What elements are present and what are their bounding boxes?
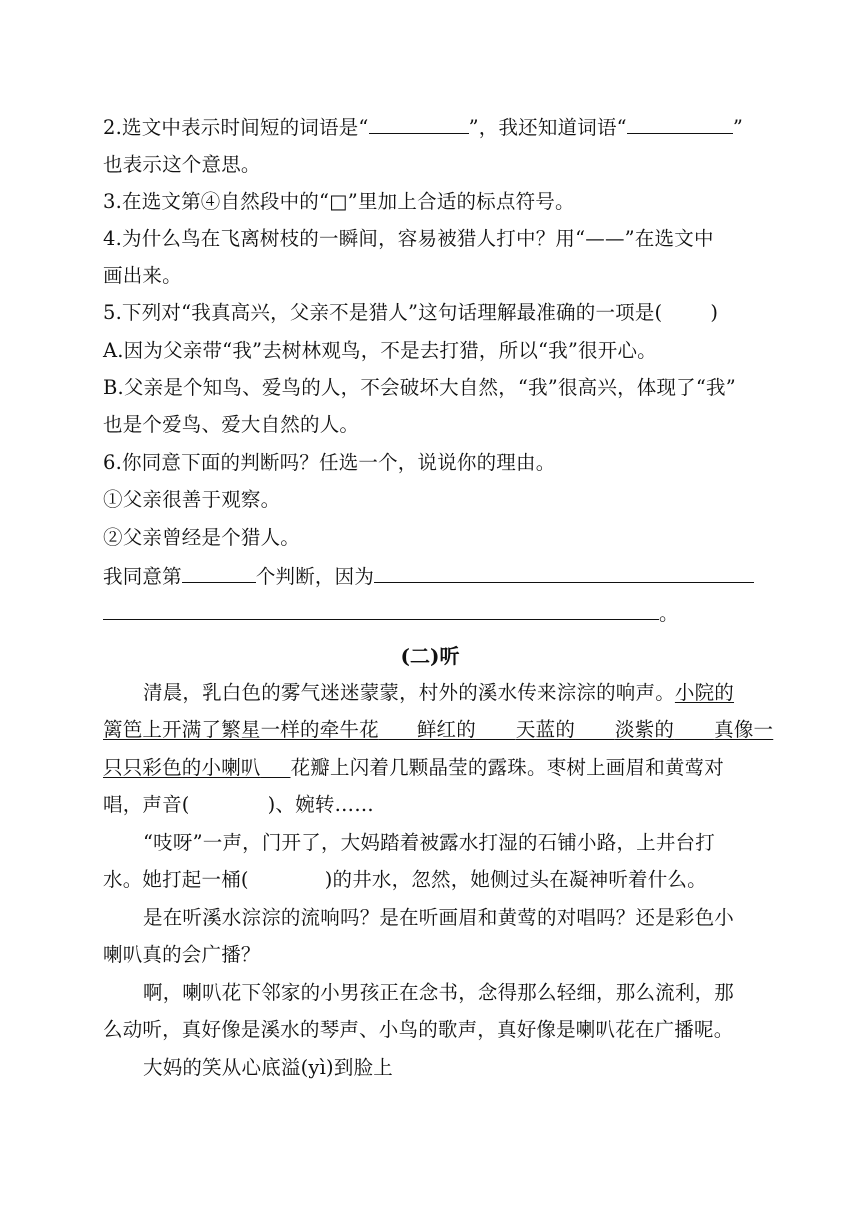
- passage-p2-line-2: [103, 868, 707, 892]
- question-6-answer-line: [103, 564, 754, 589]
- question-6-option-1: ①父亲很善于观察。: [103, 488, 281, 511]
- q5-text: 5.下列对“我真高兴，父亲不是猎人”这句话理解最准确的一项是(: [103, 301, 663, 324]
- q6-answer-text-a: 我同意第: [103, 565, 182, 588]
- question-5: [103, 301, 718, 325]
- p1-l2-punct-box-1[interactable]: [379, 718, 417, 742]
- question-4-line-2: 画出来。: [103, 264, 182, 287]
- p2-l2-text-a: 水。她打起一桶(: [103, 868, 249, 891]
- p1-l3-text: 花瓣上闪着几颗晶莹的露珠。枣树上画眉和黄莺对: [290, 756, 725, 779]
- passage-p4-line-1: 啊，喇叭花下邻家的小男孩正在念书，念得那么轻细，那么流利，那: [143, 981, 735, 1004]
- passage-p1-line-3: [103, 756, 724, 780]
- question-2-line-1: [103, 115, 743, 140]
- p1-l1-underlined: 小院的: [674, 681, 735, 704]
- question-6-answer-line-2: [103, 601, 679, 626]
- q6-reason-blank-1[interactable]: [374, 564, 754, 583]
- q6-reason-blank-2[interactable]: [103, 601, 659, 620]
- p1-l2-seg-3: 天蓝的: [515, 718, 576, 741]
- p1-l3-punct-box[interactable]: [261, 756, 291, 780]
- p1-l2-seg-4: 淡紫的: [615, 718, 675, 741]
- passage-p5-line-1: 大妈的笑从心底溢(yì)到脸上: [143, 1056, 393, 1079]
- p1-l2-seg-5: 真像一: [714, 718, 774, 741]
- p1-l4-text-a: 唱，声音(: [103, 793, 190, 816]
- p1-l2-punct-box-4[interactable]: [674, 718, 714, 742]
- q2-text-a: 2.选文中表示时间短的词语是“: [103, 116, 369, 139]
- q6-choice-blank[interactable]: [182, 564, 256, 583]
- p1-l2-seg-2: 鲜红的: [416, 718, 476, 741]
- question-4-line-1: 4.为什么鸟在飞离树枝的一瞬间，容易被猎人打中？用“——”在选文中: [103, 227, 714, 250]
- p1-l1-text: 清晨，乳白色的雾气迷迷蒙蒙，村外的溪水传来淙淙的响声。: [143, 681, 675, 704]
- question-5-option-b-line-1: B.父亲是个知鸟、爱鸟的人，不会破坏大自然，“我”很高兴，体现了“我”: [103, 376, 736, 399]
- passage-p2-line-1: “吱呀”一声，门开了，大妈踏着被露水打湿的石铺小路，上井台打: [143, 831, 715, 854]
- q2-text-b: ”，我还知道词语“: [468, 116, 627, 139]
- question-5-option-a: A.因为父亲带“我”去树林观鸟，不是去打猎，所以“我”很开心。: [103, 339, 657, 362]
- passage-p1-line-4: [103, 793, 374, 817]
- p1-l4-text-b: )、婉转……: [267, 793, 374, 816]
- question-2-line-2: 也表示这个意思。: [103, 153, 261, 176]
- q2-text-c: ”: [732, 116, 743, 139]
- passage-p3-line-2: 喇叭真的会广播？: [103, 943, 261, 966]
- p1-l3-underlined: 只只彩色的小喇叭: [103, 756, 261, 779]
- p1-l2-seg-1: 篱笆上开满了繁星一样的牵牛花: [103, 718, 379, 741]
- passage-p4-line-2: 么动听，真好像是溪水的琴声、小鸟的歌声，真好像是喇叭花在广播呢。: [103, 1018, 734, 1041]
- passage-p1-line-2: [103, 718, 773, 742]
- section-title: (二)听: [400, 644, 460, 668]
- question-3: 3.在选文第④自然段中的“□”里加上合适的标点符号。: [103, 190, 575, 213]
- q6-answer-text-b: 个判断，因为: [255, 565, 375, 588]
- question-6: 6.你同意下面的判断吗？任选一个，说说你的理由。: [103, 451, 556, 474]
- p1-l2-punct-box-2[interactable]: [476, 718, 516, 742]
- passage-p3-line-1: 是在听溪水淙淙的流响吗？是在听画眉和黄莺的对唱吗？还是彩色小: [143, 906, 735, 929]
- q2-blank-1[interactable]: [369, 115, 469, 134]
- p2-l2-text-b: )的井水，忽然，她侧过头在凝神听着什么。: [324, 868, 707, 891]
- p1-l2-punct-box-3[interactable]: [575, 718, 615, 742]
- question-5-option-b-line-2: 也是个爱鸟、爱大自然的人。: [103, 413, 360, 436]
- q2-blank-2[interactable]: [627, 115, 733, 134]
- question-6-option-2: ②父亲曾经是个猎人。: [103, 526, 301, 549]
- q6-period: 。: [659, 602, 679, 625]
- q5-close-paren: ): [710, 301, 719, 324]
- passage-p1-line-1: [143, 681, 734, 705]
